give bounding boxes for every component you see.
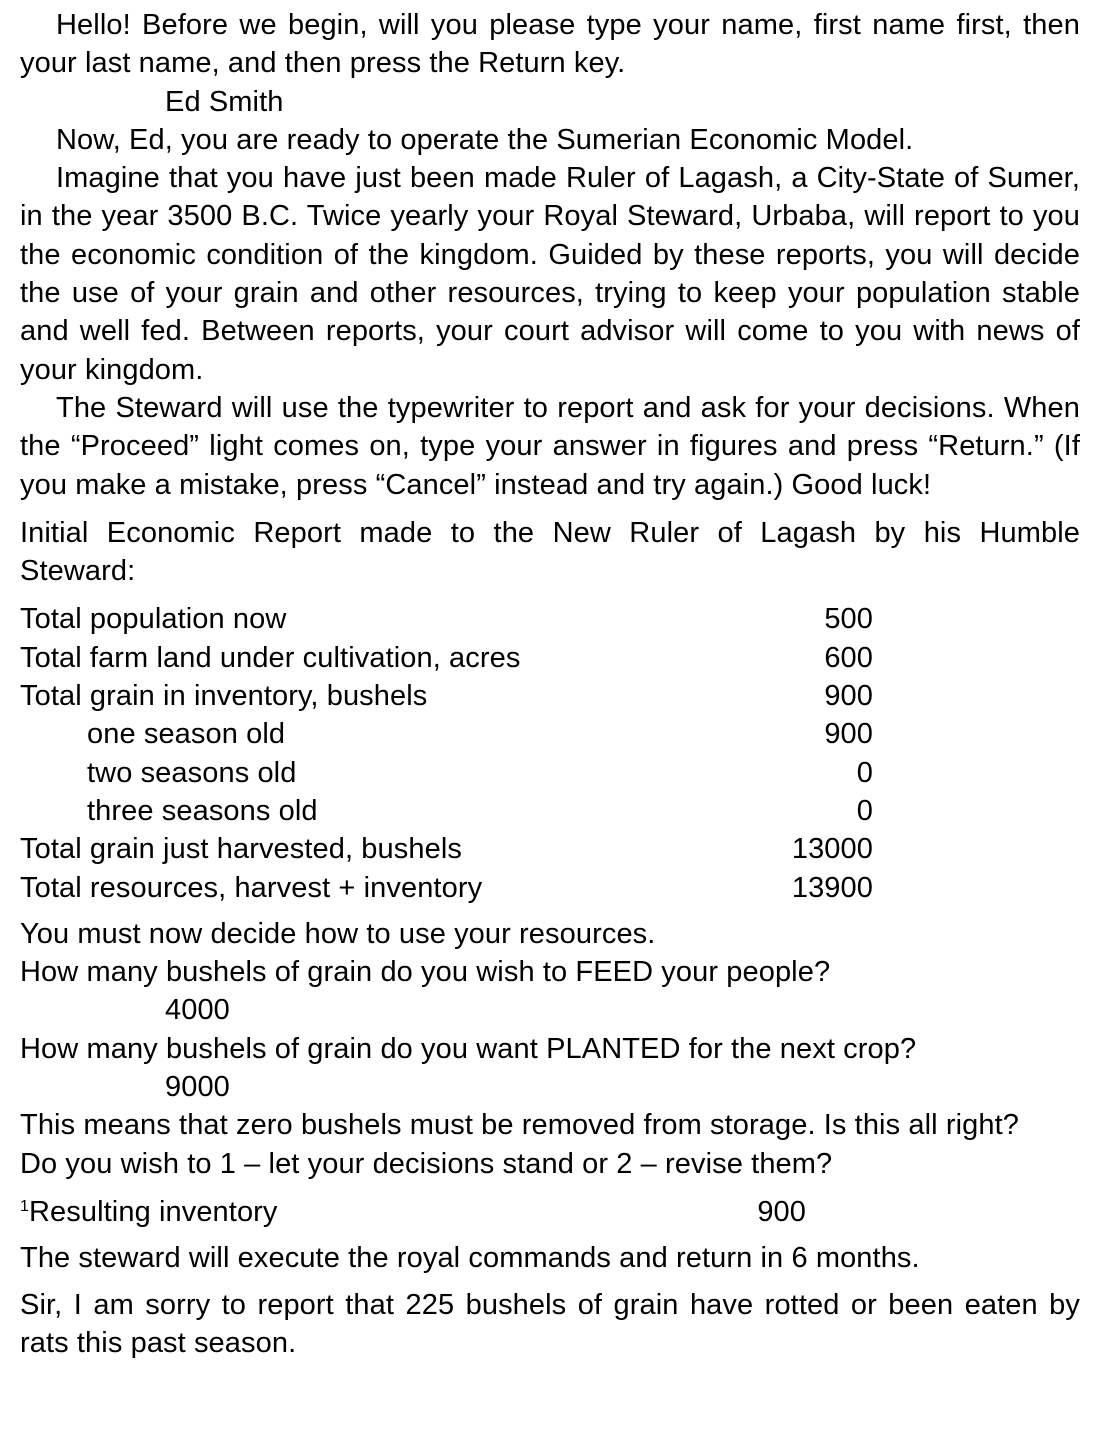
table-row xyxy=(20,600,873,638)
report-table xyxy=(20,600,873,906)
row-label: Total resources, harvest + inventory xyxy=(20,871,483,904)
revise-prompt: Do you wish to 1 – let your decisions stand or 2 – revise them? xyxy=(20,1147,833,1180)
ready-line: Now, Ed, you are ready to operate the Sumerian Economic Model. xyxy=(56,123,914,156)
row-label: two seasons old xyxy=(87,756,297,789)
table-row xyxy=(20,639,873,677)
storage-note: This means that zero bushels must be removed from storage. Is this all right? xyxy=(20,1109,1019,1142)
row-label: three seasons old xyxy=(87,794,318,827)
footnote-mark: 1 xyxy=(20,1197,29,1215)
table-row xyxy=(20,1193,806,1231)
row-value: 500 xyxy=(824,603,873,636)
result-table xyxy=(20,1193,806,1231)
result-label-text: Resulting inventory xyxy=(29,1195,278,1228)
row-label: Total population now xyxy=(20,603,287,636)
table-row xyxy=(20,715,873,753)
row-value: 0 xyxy=(856,756,873,789)
row-value: 13900 xyxy=(791,871,873,904)
report-heading: Initial Economic Report made to the New Ruler of Lagash by his Humble Steward: xyxy=(20,516,1080,588)
row-value: 900 xyxy=(824,680,873,713)
result-label xyxy=(20,1193,720,1231)
greeting-paragraph: Hello! Before we begin, will you please type your name, first name first, then your last name, and then press the Return key. xyxy=(20,9,1080,80)
table-row xyxy=(20,754,873,792)
execute-line: The steward will execute the royal commands and return in 6 months. xyxy=(20,1242,920,1275)
name-entry: Ed Smith xyxy=(165,85,284,118)
row-value: 900 xyxy=(824,718,873,751)
row-value: 0 xyxy=(856,794,873,827)
table-row xyxy=(20,830,873,868)
instructions-paragraph: The Steward will use the typewriter to report and ask for your decisions. When the “Proceed” light comes on, type your answer in figures and press “Return.” (If you make a mistake, press “Cancel” instead and try again.) Good luck! xyxy=(20,391,1080,501)
feed-answer: 4000 xyxy=(165,994,230,1027)
feed-question: How many bushels of grain do you wish to FEED your people? xyxy=(20,956,831,989)
decisions-intro: You must now decide how to use your resources. xyxy=(20,917,656,950)
row-value: 600 xyxy=(824,641,873,674)
row-label: Total grain just harvested, bushels xyxy=(20,833,462,866)
plant-answer: 9000 xyxy=(165,1071,230,1104)
result-value: 900 xyxy=(757,1195,806,1228)
row-label: one season old xyxy=(87,718,286,751)
table-row xyxy=(20,792,873,830)
row-label: Total farm land under cultivation, acres xyxy=(20,641,521,674)
spoilage-paragraph: Sir, I am sorry to report that 225 bushels of grain have rotted or been eaten by rats this past season. xyxy=(20,1288,1080,1359)
table-row xyxy=(20,677,873,715)
plant-question: How many bushels of grain do you want PLANTED for the next crop? xyxy=(20,1032,917,1065)
scenario-paragraph: Imagine that you have just been made Ruler of Lagash, a City-State of Sumer, in the year 3500 B.C. Twice yearly your Royal Steward, Urbaba, will report to you the economic condition of the kingdom. Guided by these reports, you will decide the use of your grain and other resources, trying to keep your population stable and well fed. Between reports, your court advisor will come to you with news of your kingdom. xyxy=(20,162,1080,386)
row-value: 13000 xyxy=(791,833,873,866)
row-label: Total grain in inventory, bushels xyxy=(20,680,428,713)
table-row xyxy=(20,869,873,907)
